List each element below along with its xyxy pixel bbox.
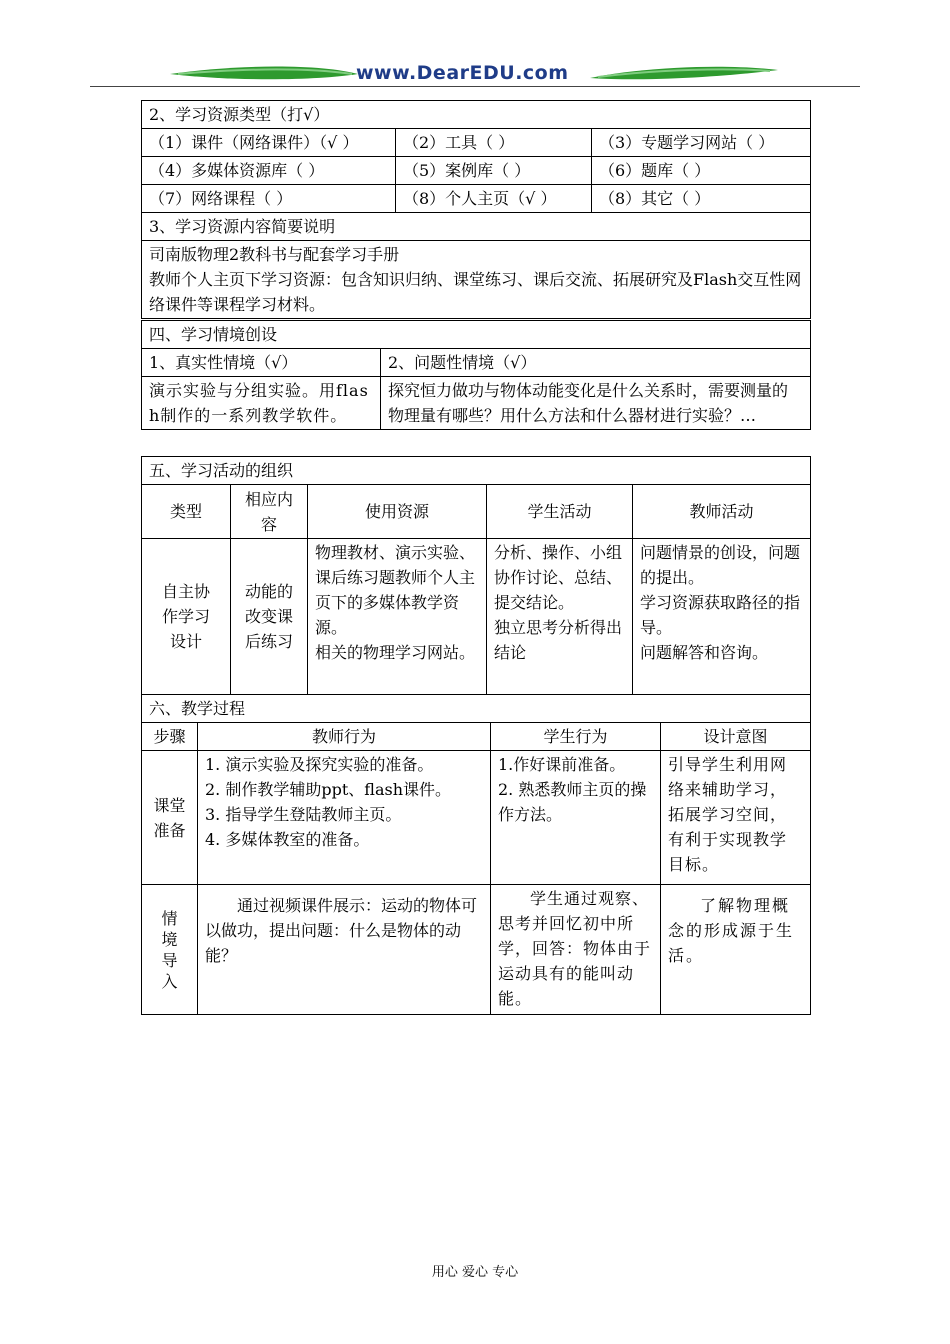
process-section bbox=[141, 694, 810, 1015]
process-header-step: 步骤 bbox=[142, 723, 198, 751]
resource-content-line: 教师个人主页下学习资源：包含知识归纳、课堂练习、课后交流、拓展研究及Flash交互性网络课件等课程学习材料。 bbox=[149, 270, 802, 314]
resource-content-heading: 3、学习资源内容简要说明 bbox=[142, 213, 811, 241]
resource-section bbox=[141, 100, 810, 319]
real-situation-heading: 1、真实性情境（√） bbox=[142, 349, 381, 377]
problem-situation-heading: 2、问题性情境（√） bbox=[381, 349, 811, 377]
process-heading: 六、教学过程 bbox=[142, 695, 811, 723]
resource-type-cell: （7）网络课程（ ） bbox=[142, 185, 396, 213]
activity-table bbox=[141, 456, 811, 695]
process-step-char: 境 bbox=[161, 929, 178, 949]
resource-type-cell: （2）工具（ ） bbox=[396, 129, 592, 157]
activity-heading: 五、学习活动的组织 bbox=[142, 457, 811, 485]
site-logo-text: www.DearEDU.com bbox=[356, 62, 569, 84]
process-student: 学生通过观察、思考并回忆初中所学，回答：物体由于运动具有的能叫动能。 bbox=[491, 885, 661, 1015]
resource-type-cell: （8）其它（ ） bbox=[592, 185, 811, 213]
resource-type-cell: （8）个人主页（√ ） bbox=[396, 185, 592, 213]
resource-type-cell: （4）多媒体资源库（ ） bbox=[142, 157, 396, 185]
activity-student: 分析、操作、小组协作讨论、总结、提交结论。 独立思考分析得出结论 bbox=[487, 539, 633, 695]
process-intent: 了解物理概念的形成源于生活。 bbox=[661, 885, 811, 1015]
activity-header-teacher: 教师活动 bbox=[633, 485, 811, 539]
activity-header-resources: 使用资源 bbox=[308, 485, 487, 539]
process-teacher: 通过视频课件展示：运动的物体可以做功，提出问题：什么是物体的动能？ bbox=[198, 885, 491, 1015]
activity-type: 自主协作学习设计 bbox=[142, 539, 231, 695]
process-header-teacher: 教师行为 bbox=[198, 723, 491, 751]
resource-types-heading: 2、学习资源类型（打√） bbox=[142, 101, 811, 129]
activity-resources: 物理教材、演示实验、课后练习题教师个人主页下的多媒体教学资源。 相关的物理学习网站。 bbox=[308, 539, 487, 695]
header-rule bbox=[90, 86, 860, 87]
process-step-char: 导 bbox=[161, 950, 178, 970]
situation-heading: 四、学习情境创设 bbox=[142, 321, 811, 349]
problem-situation-text: 探究恒力做功与物体动能变化是什么关系时，需要测量的物理量有哪些？用什么方法和什么器材进行实验？… bbox=[381, 377, 811, 430]
activity-header-student: 学生活动 bbox=[487, 485, 633, 539]
process-step-char: 情 bbox=[161, 908, 178, 928]
process-header-intent: 设计意图 bbox=[661, 723, 811, 751]
resource-content-line: 司南版物理2教科书与配套学习手册 bbox=[149, 245, 400, 264]
activity-content: 动能的改变课后练习 bbox=[231, 539, 308, 695]
activity-header-content: 相应内容 bbox=[231, 485, 308, 539]
real-situation-text: 演示实验与分组实验。用flash制作的一系列教学软件。 bbox=[142, 377, 381, 430]
activity-header-type: 类型 bbox=[142, 485, 231, 539]
process-intent: 引导学生利用网络来辅助学习，拓展学习空间，有利于实现教学目标。 bbox=[661, 751, 811, 885]
resource-table bbox=[141, 100, 811, 319]
resource-type-cell: （3）专题学习网站（ ） bbox=[592, 129, 811, 157]
activity-teacher: 问题情景的创设，问题的提出。 学习资源获取路径的指导。 问题解答和咨询。 bbox=[633, 539, 811, 695]
resource-content-body bbox=[142, 241, 811, 319]
process-step bbox=[142, 885, 198, 1015]
resource-type-cell: （6）题库（ ） bbox=[592, 157, 811, 185]
process-header-student: 学生行为 bbox=[491, 723, 661, 751]
process-step-char: 入 bbox=[161, 971, 178, 991]
process-teacher: 1. 演示实验及探究实验的准备。 2. 制作教学辅助ppt、flash课件。 3. 指导学生登陆教师主页。 4. 多媒体教室的准备。 bbox=[198, 751, 491, 885]
activity-section bbox=[141, 456, 810, 695]
situation-section bbox=[141, 320, 810, 430]
resource-type-cell: （1）课件（网络课件）（√ ） bbox=[142, 129, 396, 157]
page-footer: 用心 爱心 专心 bbox=[431, 1265, 519, 1280]
process-table bbox=[141, 694, 811, 1015]
situation-table bbox=[141, 320, 811, 430]
resource-type-cell: （5）案例库（ ） bbox=[396, 157, 592, 185]
process-student: 1.作好课前准备。 2. 熟悉教师主页的操作方法。 bbox=[491, 751, 661, 885]
process-step: 课堂准备 bbox=[142, 751, 198, 885]
